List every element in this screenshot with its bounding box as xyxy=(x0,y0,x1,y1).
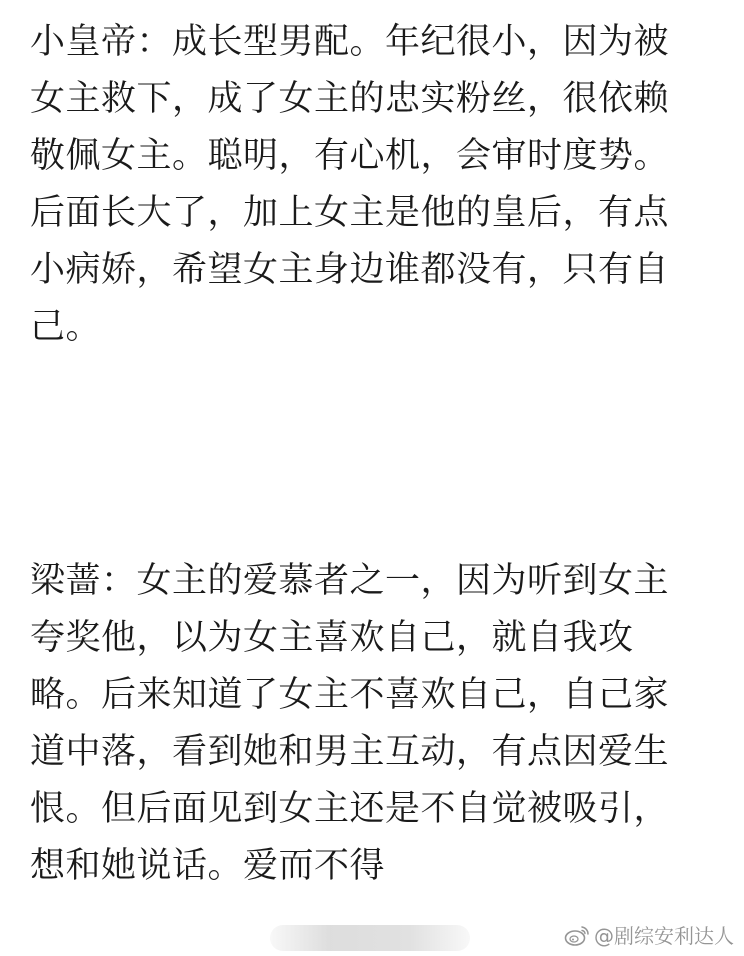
weibo-logo-icon xyxy=(564,925,590,947)
watermark xyxy=(564,924,734,948)
text-line: 恨。但后面见到女主还是不自觉被吸引， xyxy=(30,789,670,829)
text-line: 己。 xyxy=(30,307,102,347)
text-line: 小病娇，希望女主身边谁都没有，只有自 xyxy=(30,250,670,290)
text-line: 略。后来知道了女主不喜欢自己，自己家 xyxy=(30,675,670,715)
text-line: 女主救下，成了女主的忠实粉丝，很依赖 xyxy=(30,79,670,119)
character-description-xiaohuangdi xyxy=(30,14,730,356)
text-line: 后面长大了，加上女主是他的皇后，有点 xyxy=(30,193,670,233)
text-line: 夸奖他，以为女主喜欢自己，就自我攻 xyxy=(30,618,634,658)
text-line: 敬佩女主。聪明，有心机，会审时度势。 xyxy=(30,136,670,176)
text-line: 小皇帝：成长型男配。年纪很小，因为被 xyxy=(30,22,670,62)
blurred-overlay xyxy=(270,925,470,951)
text-line: 道中落，看到她和男主互动，有点因爱生 xyxy=(30,732,670,772)
watermark-text: @剧综安利达人 xyxy=(594,924,734,948)
text-line: 梁蔷：女主的爱慕者之一，因为听到女主 xyxy=(30,561,670,601)
character-description-liangqiang xyxy=(30,553,730,895)
text-line: 想和她说话。爱而不得 xyxy=(30,846,386,886)
